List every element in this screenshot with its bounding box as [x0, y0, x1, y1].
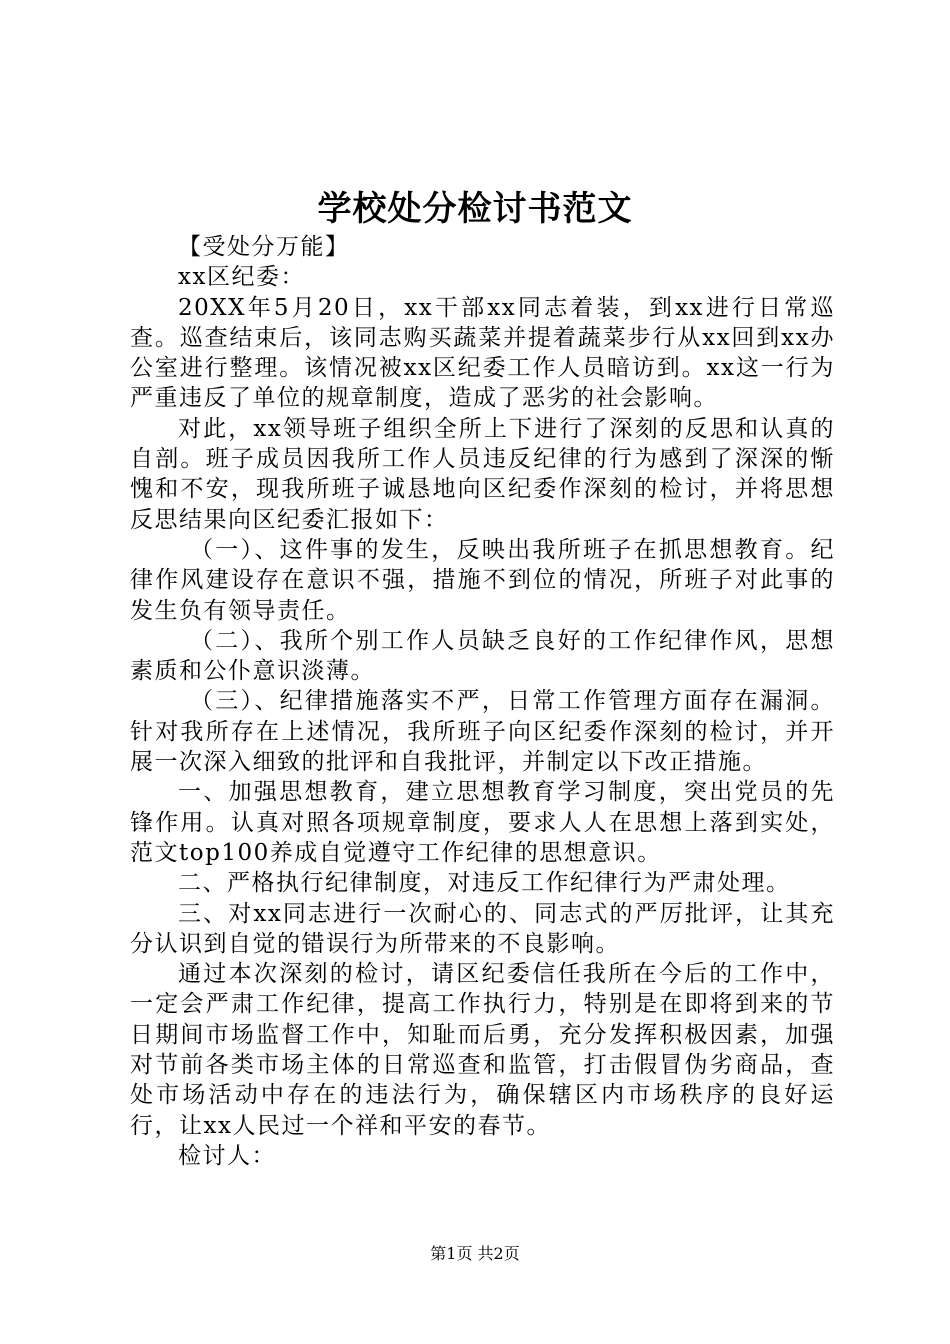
- paragraph-measure-three: 三、对xx同志进行一次耐心的、同志式的严厉批评，让其充分认识到自觉的错误行为所带来的不良影响。: [130, 900, 835, 957]
- paragraph-point-one: （一）、这件事的发生，反映出我所班子在抓思想教育。纪律作风建设存在意识不强，措施不到位的情况，所班子对此事的发生负有领导责任。: [130, 536, 835, 624]
- paragraph-salutation: xx区纪委：: [178, 264, 305, 291]
- document-title: 学校处分检讨书范文: [317, 189, 633, 229]
- paragraph-heading-note: 【受处分万能】: [178, 234, 350, 260]
- paragraph-point-two: （二）、我所个别工作人员缺乏良好的工作纪律作风，思想素质和公仆意识淡薄。: [130, 627, 835, 685]
- paragraph-measure-two: 二、严格执行纪律制度，对违反工作纪律行为严肃处理。: [178, 870, 791, 897]
- paragraph-measure-one: 一、加强思想教育，建立思想教育学习制度，突出党员的先锋作用。认真对照各项规章制度，要求人人在思想上落到实处，范文top100养成自觉遵守工作纪律的思想意识。: [130, 779, 835, 866]
- document-body: [130, 232, 835, 1171]
- paragraph-point-three: （三）、纪律措施落实不严，日常工作管理方面存在漏洞。针对我所存在上述情况，我所班子向区纪委作深刻的检讨，并开展一次深入细致的批评和自我批评，并制定以下改正措施。: [130, 688, 835, 776]
- page-footer: 第1页 共2页: [430, 1244, 520, 1263]
- paragraph-signature: 检讨人：: [178, 1142, 276, 1169]
- paragraph-reflection: 对此，xx领导班子组织全所上下进行了深刻的反思和认真的自剖。班子成员因我所工作人员违反纪律的行为感到了深深的惭愧和不安，现我所班子诚恳地向区纪委作深刻的检讨，并将思想反思结果向区纪委汇报如下：: [130, 415, 835, 533]
- paragraph-conclusion: 通过本次深刻的检讨，请区纪委信任我所在今后的工作中，一定会严肃工作纪律，提高工作执行力，特别是在即将到来的节日期间市场监督工作中，知耻而后勇，充分发挥积极因素，加强对节前各类市场主体的日常巡查和监管，打击假冒伪劣商品，查处市场活动中存在的违法行为，确保辖区内市场秩序的良好运行，让xx人民过一个祥和平安的春节。: [130, 961, 835, 1139]
- paragraph-incident: 20XX年5月20日，xx干部xx同志着装，到xx进行日常巡查。巡查结束后，该同志购买蔬菜并提着蔬菜步行从xx回到xx办公室进行整理。该情况被xx区纪委工作人员暗访到。xx这一行为严重违反了单位的规章制度，造成了恶劣的社会影响。: [130, 294, 835, 412]
